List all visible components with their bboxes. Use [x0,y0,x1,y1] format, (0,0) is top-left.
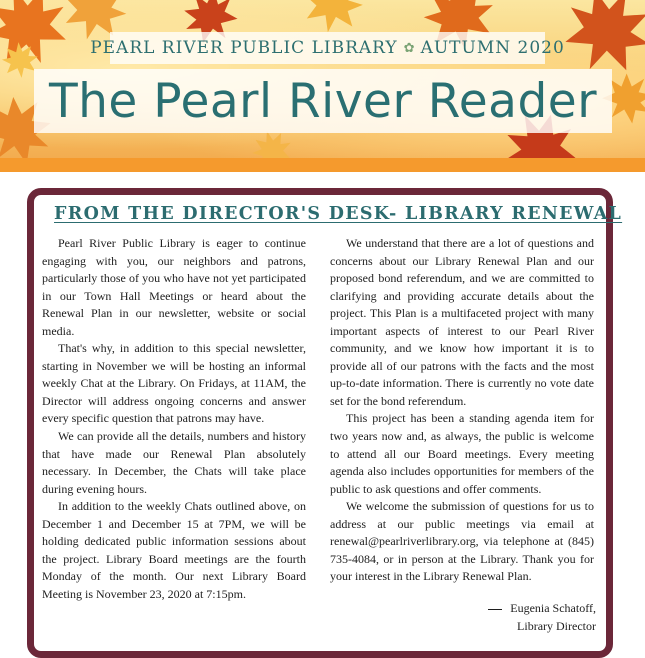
masthead-banner [0,0,645,172]
sprig-icon: ✿ [403,40,415,56]
masthead-divider-bar [0,158,645,172]
newsletter-title: The Pearl River Reader [48,73,598,129]
masthead-title-box [34,69,612,133]
article-card [27,188,623,658]
issue-season: AUTUMN 2020 [420,38,565,58]
signature-name: Eugenia Schatoff, [510,601,596,615]
signature-dash [488,609,502,610]
library-name: PEARL RIVER PUBLIC LIBRARY [90,38,398,58]
article-paragraph: In addition to the weekly Chats outlined above, on December 1 and December 15 at 7PM, we will be holding dedicated public information sessions about the project. Library Board meetings are the fourth Monday of the month. Our next Library Board Meeting is November 23, 2020 at 7:15pm. [42,499,306,601]
article-column-right [330,235,594,586]
article-headline: FROM THE DIRECTOR'S DESK- LIBRARY RENEWAL [54,204,623,224]
article-paragraph: We understand that there are a lot of questions and concerns about our Library Renewal Plan and our proposed bond referendum, and we are committed to clarifying and providing accurate details about the project. This Plan is a multifaceted project with many important aspects of interest to our Pearl River community, and we know how important it is to provide all of our patrons with the facts and the most up-to-date information. There is currently no vote date set for the bond referendum. [330,236,594,408]
article-paragraph: Pearl River Public Library is eager to continue engaging with you, our neighbors and patrons, particularly those of you who have not yet participated in our Town Hall Meetings or heard about the Renewal Plan in our newsletter, website or social media. [42,236,306,338]
article-paragraph: This project has been a standing agenda item for two years now and, as always, the public is welcome to attend all our Board meetings. Every meeting agenda also includes opportunities for members of the public to ask questions and offer comments. [330,411,594,496]
signature-title: Library Director [517,619,596,633]
article-paragraph: We can provide all the details, numbers and history that have made our Renewal Plan absolutely necessary. In December, the Chats will take place during evening hours. [42,429,306,496]
article-paragraph: That's why, in addition to this special newsletter, starting in November we will be hosting an informal weekly Chat at the Library. On Fridays, at 11AM, the Director will address ongoing concerns and answer every specific question that patrons may have. [42,341,306,426]
signature-block [396,599,596,635]
masthead-kicker [90,32,565,64]
article-paragraph: We welcome the submission of questions for us to address at our public meetings via email at renewal@pearlriverlibrary.org, via telephone at (845) 735-4084, or in person at the Library. Thank you for your interest in the Library Renewal Plan. [330,499,594,584]
article-column-left [42,235,306,603]
